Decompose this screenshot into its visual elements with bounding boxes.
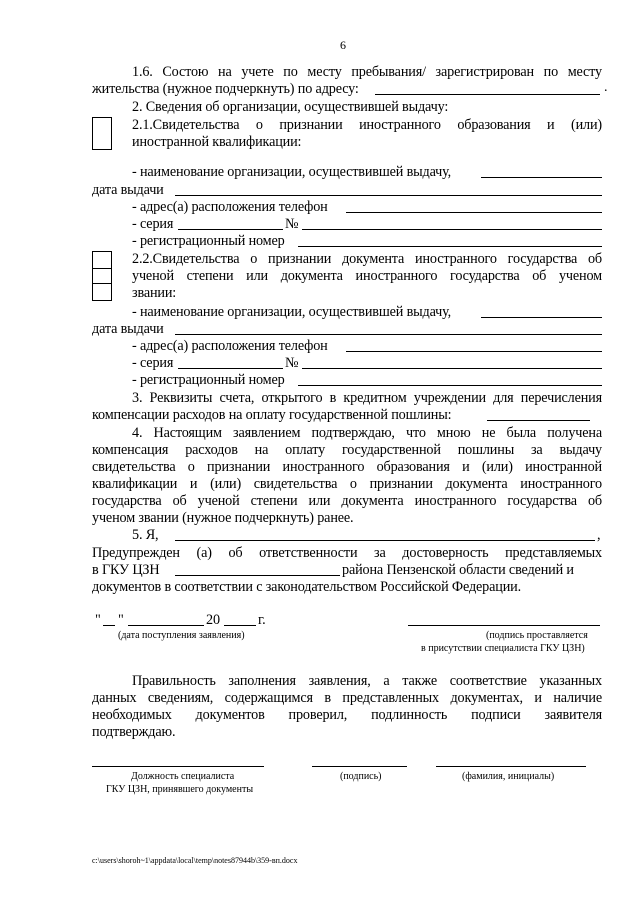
section-4-line4: квалификации и (или) свидетельства о признании документа иностранного — [92, 476, 602, 492]
section-1-6-line2 — [92, 81, 602, 98]
year-field[interactable] — [224, 625, 256, 626]
checkbox-2-1[interactable] — [92, 117, 112, 150]
checkbox-2-2-lower — [92, 268, 112, 301]
section-2-1-line1: 2.1.Свидетельства о признании иностранного образования и (или) — [132, 117, 602, 133]
applicant-name-comma: , — [597, 527, 601, 543]
date-label-2: дата выдачи — [92, 321, 164, 337]
series-label-2: - серия — [132, 355, 174, 371]
section-2-2-line1: 2.2.Свидетельства о признании документа иностранного государства об — [132, 251, 602, 267]
section-4-line5: государства об ученой степени или документа иностранного государства об — [92, 493, 602, 509]
address-field[interactable] — [375, 94, 600, 95]
org-label-2: - наименование организации, осуществившей выдачу, — [132, 304, 452, 320]
section-5-line2: Предупрежден (а) об ответственности за достоверность представляемых — [92, 545, 602, 561]
org-label-1: - наименование организации, осуществившей выдачу, — [132, 164, 452, 180]
signature-caption-line2: в присутствии специалиста ГКУ ЦЗН) — [421, 643, 585, 654]
address-phone-field-1[interactable] — [346, 212, 602, 213]
reg-number-field-2[interactable] — [298, 385, 602, 386]
specialist-caption-line1: Должность специалиста — [131, 771, 235, 782]
series-field-2[interactable] — [178, 368, 283, 369]
signature-caption-line1: (подпись проставляется — [486, 630, 588, 641]
org-field-1[interactable] — [481, 177, 602, 178]
confirm-line3: необходимых документов проверил, подлинность подписи заявителя — [92, 707, 602, 723]
number-sign-1: № — [285, 216, 299, 232]
section-2-2-line2: ученой степени или документа иностранного государства об ученом — [132, 268, 602, 284]
section-4-line6: ученом звании (нужное подчеркнуть) ранее. — [92, 510, 354, 526]
number-field-2[interactable] — [302, 368, 602, 369]
date-field-1[interactable] — [175, 195, 602, 196]
name-caption: (фамилия, инициалы) — [462, 771, 555, 782]
sign-caption: (подпись) — [340, 771, 382, 782]
specialist-signature-field[interactable] — [312, 766, 407, 767]
month-field[interactable] — [128, 625, 204, 626]
file-path: c:\users\shoroh~1\appdata\local\temp\notes87944b\359-вп.docx — [92, 856, 298, 865]
reg-label-2: - регистрационный номер — [132, 372, 285, 388]
district-field[interactable] — [175, 575, 340, 576]
series-field-1[interactable] — [178, 229, 283, 230]
address-phone-field-2[interactable] — [346, 351, 602, 352]
section-3-line2: компенсации расходов на оплату государственной пошлины: — [92, 407, 452, 423]
section-2-title: 2. Сведения об организации, осуществившей выдачу: — [132, 99, 449, 115]
section-5-line3b: района Пензенской области сведений и — [342, 562, 574, 578]
section-4-line1: 4. Настоящим заявлением подтверждаю, что мною не была получена — [132, 425, 602, 441]
confirm-line4: подтверждаю. — [92, 724, 176, 740]
section-1-6-line1: 1.6. Состою на учете по месту пребывания/ зарегистрирован по месту — [132, 64, 602, 80]
date-label-1: дата выдачи — [92, 182, 164, 198]
section-5-line1: 5. Я, — [132, 527, 159, 543]
address-label-2: - адрес(а) расположения телефон — [132, 338, 328, 354]
quote-open: " — [95, 612, 101, 628]
number-field-1[interactable] — [302, 229, 602, 230]
quote-close: " — [118, 612, 124, 628]
year-prefix: 20 — [206, 612, 220, 628]
date-field-2[interactable] — [175, 334, 602, 335]
confirm-line2: данных сведениям, содержащимся в представленных документах, и наличие — [92, 690, 602, 706]
section-5-line4: документов в соответствии с законодательством Российской Федерации. — [92, 579, 521, 595]
section-4-line2: компенсация расходов на оплату государственной пошлины за выдачу — [92, 442, 602, 458]
year-suffix: г. — [258, 612, 266, 628]
reg-number-field-1[interactable] — [298, 246, 602, 247]
section-2-2-line3: звании: — [132, 285, 177, 301]
confirm-line1: Правильность заполнения заявления, а также соответствие указанных — [132, 673, 602, 689]
section-5-line3a: в ГКУ ЦЗН — [92, 562, 160, 578]
date-caption: (дата поступления заявления) — [118, 630, 245, 641]
org-field-2[interactable] — [481, 317, 602, 318]
address-period: . — [604, 80, 608, 95]
section-3-line1: 3. Реквизиты счета, открытого в кредитном учреждении для перечисления — [132, 390, 602, 406]
address-label-1: - адрес(а) расположения телефон — [132, 199, 328, 215]
section-4-line3: свидетельства о признании иностранного образования и (или) иностранной — [92, 459, 602, 475]
address-label: жительства (нужное подчеркнуть) по адресу: — [92, 81, 359, 97]
number-sign-2: № — [285, 355, 299, 371]
applicant-signature-field[interactable] — [408, 625, 600, 626]
page-number: 6 — [340, 38, 346, 52]
account-details-field[interactable] — [487, 420, 590, 421]
day-field[interactable] — [103, 625, 115, 626]
section-2-1-line2: иностранной квалификации: — [132, 134, 302, 150]
series-label-1: - серия — [132, 216, 174, 232]
reg-label-1: - регистрационный номер — [132, 233, 285, 249]
applicant-name-field[interactable] — [175, 540, 595, 541]
specialist-name-field[interactable] — [436, 766, 586, 767]
specialist-position-field[interactable] — [92, 766, 264, 767]
specialist-caption-line2: ГКУ ЦЗН, принявшего документы — [106, 784, 254, 795]
